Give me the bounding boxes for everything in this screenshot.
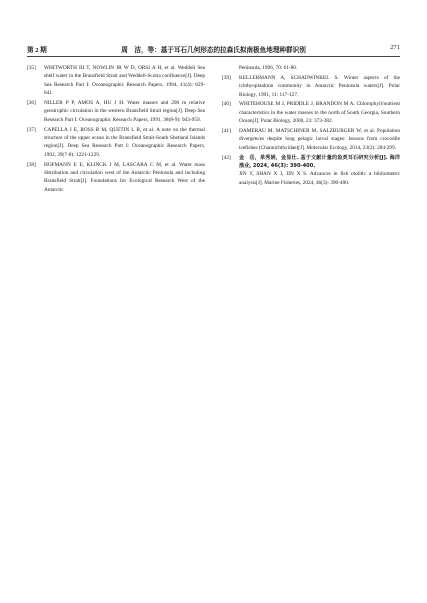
reference-35 xyxy=(27,64,205,98)
reference-column-right xyxy=(222,64,400,189)
reference-number: [39] xyxy=(222,74,231,81)
reference-number: [40] xyxy=(222,101,231,108)
issue-label: 第 2 期 xyxy=(27,47,47,54)
reference-38 xyxy=(27,161,205,195)
reference-text: KELLERMANN A, SCHADWINKEL S. Winter aspects of the ichthyoplankton community in Antarctic Peninsula waters[J]. Polar Biology, 1991, 11: 117-127. xyxy=(239,74,400,98)
running-header xyxy=(27,44,400,56)
reference-number: [36] xyxy=(27,100,36,107)
header-rule xyxy=(27,56,400,57)
page-number: 271 xyxy=(390,44,400,51)
reference-text: WHITWORTH III T, NOWLIN JR W D, ORSI A H, et al. Weddell Sea shelf water in the Bransfield Strait and Weddell-Scotia confluence[J]. Deep Sea Research Part I: Oceanographic Research Papers, 1994, 41(4): 629-641. xyxy=(44,65,205,97)
reference-text: Peninsula, 1996, 70: 61-80. xyxy=(239,65,298,71)
reference-number: [42] xyxy=(222,154,231,161)
reference-number: [37] xyxy=(27,126,36,133)
reference-number: [41] xyxy=(222,128,231,135)
reference-text: DAMERAU M, MATSCHINER M, SALZBURGER W, et al. Population divergences despite long pelagic larval stages: lessons from crocodile icefishes (Channichthyidae)[J]. Molecular Ecology, 2014, 23(2): 284-299. xyxy=(239,128,400,151)
reference-38-continued xyxy=(222,64,400,72)
reference-42 xyxy=(222,154,400,188)
reference-37 xyxy=(27,126,205,160)
reference-text: NILLER P P, AMOS A, HU J H. Water masses and 200 m relative geostrophic circulation in the western Bransfield Strait region[J]. Deep Sea Research Part I: Oceanographic Research Papers, 1991, 38(8-9): 943-959. xyxy=(44,100,205,123)
reference-40 xyxy=(222,100,400,125)
reference-39 xyxy=(222,74,400,99)
reference-text-chinese: 金 岳，单秀娟，金显仕. 基于文献计量的鱼类耳石研究分析[J]. 海洋渔业, 2024, 46(3): 390-400. xyxy=(239,154,400,170)
running-title: 周 洁，等：基于耳石几何形态的拉森氏拟南极鱼地理种群识别 xyxy=(121,47,306,54)
reference-text: WHITEHOUSE M J, PRIDDLE J, BRANDON M A. Chlorophyll/nutrient characteristics in the water masses to the north of South Georgia, Southern Ocean[J]. Polar Biology, 2000, 23: 373-382. xyxy=(239,101,400,125)
reference-text: CAPELLA J E, ROSS R M, QUETIN L B, et al. A note on the thermal structure of the upper ocean in the Bransfield Strait-South Shetland Islands region[J]. Deep Sea Research Part I: Oceanographic Research Papers, 1992, 39(7-8): 1221-1229. xyxy=(44,126,205,158)
reference-text: HOFMANN E E, KLINCK J M, LASCARA C M, et al. Water mass distribution and circulation west of the Antarctic Peninsula and including Bransfield Strait[J]. Foundations for Ecological Research West of the Antarctic xyxy=(44,161,205,193)
reference-column-left xyxy=(27,64,205,196)
reference-number: [35] xyxy=(27,65,36,71)
reference-36 xyxy=(27,99,205,124)
reference-text: JIN Y, SHAN X J, JIN X S. Advances in fish otolith: a bibliometric analysis[J]. Marine Fisheries, 2024, 46(3): 390-400. xyxy=(239,171,400,186)
reference-number: [38] xyxy=(27,161,36,168)
reference-41 xyxy=(222,127,400,152)
